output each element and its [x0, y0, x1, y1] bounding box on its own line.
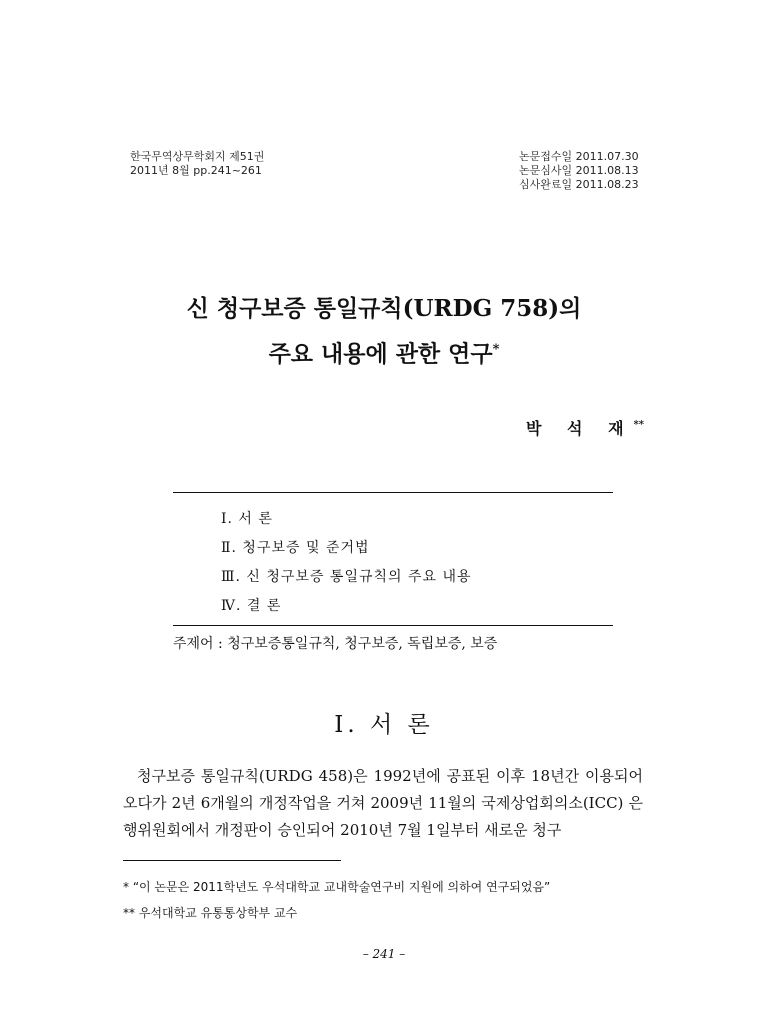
toc-item: Ⅱ. 청구보증 및 준거법 — [221, 540, 370, 556]
journal-line-2: 2011년 8월 pp.241~261 — [130, 164, 262, 177]
page-number: – 241 – — [362, 947, 406, 961]
section-heading: Ⅰ. 서 론 — [334, 712, 434, 738]
author-name: 박 석 재 — [526, 419, 634, 438]
reviewed-date: 논문심사일 2011.08.13 — [519, 164, 639, 177]
review-dates — [519, 150, 639, 192]
author-footnote-mark: ** — [633, 419, 644, 431]
footnote-rule — [123, 860, 341, 861]
paper-title-line-1: 신 청구보증 통일규칙(URDG 758)의 — [186, 295, 582, 322]
footnote-1: * “이 논문은 2011학년도 우석대학교 교내학술연구비 지원에 의하여 연구되었음” — [123, 880, 551, 894]
keywords: 주제어 : 청구보증통일규칙, 청구보증, 독립보증, 보증 — [173, 636, 498, 652]
toc-bottom-rule — [173, 625, 613, 626]
paper-title-line-2 — [0, 333, 768, 372]
accepted-date: 심사완료일 2011.08.23 — [519, 178, 639, 191]
toc-top-rule — [173, 492, 613, 493]
title-footnote-mark: * — [492, 342, 500, 357]
footnote-2: ** 우석대학교 유통통상학부 교수 — [123, 906, 298, 920]
journal-info — [130, 150, 264, 178]
toc-item: Ⅰ. 서 론 — [221, 511, 273, 527]
body-paragraph: 청구보증 통일규칙(URDG 458)은 1992년에 공표된 이후 18년간 이용되어 오다가 2년 6개월의 개정작업을 거쳐 2009년 11월의 국제상업회의소(ICC) 은행위원회에서 개정판이 승인되어 2010년 7월 1일부터 새로운 청구 — [123, 767, 643, 839]
toc-item: Ⅲ. 신 청구보증 통일규칙의 주요 내용 — [221, 569, 472, 585]
table-of-contents — [221, 505, 472, 621]
toc-item: Ⅳ. 결 론 — [221, 598, 282, 614]
journal-line-1: 한국무역상무학회지 제51권 — [130, 150, 265, 163]
body-text — [123, 763, 643, 844]
received-date: 논문접수일 2011.07.30 — [519, 150, 639, 163]
paper-title-line-2-text: 주요 내용에 관한 연구 — [268, 340, 493, 368]
author — [526, 416, 644, 439]
